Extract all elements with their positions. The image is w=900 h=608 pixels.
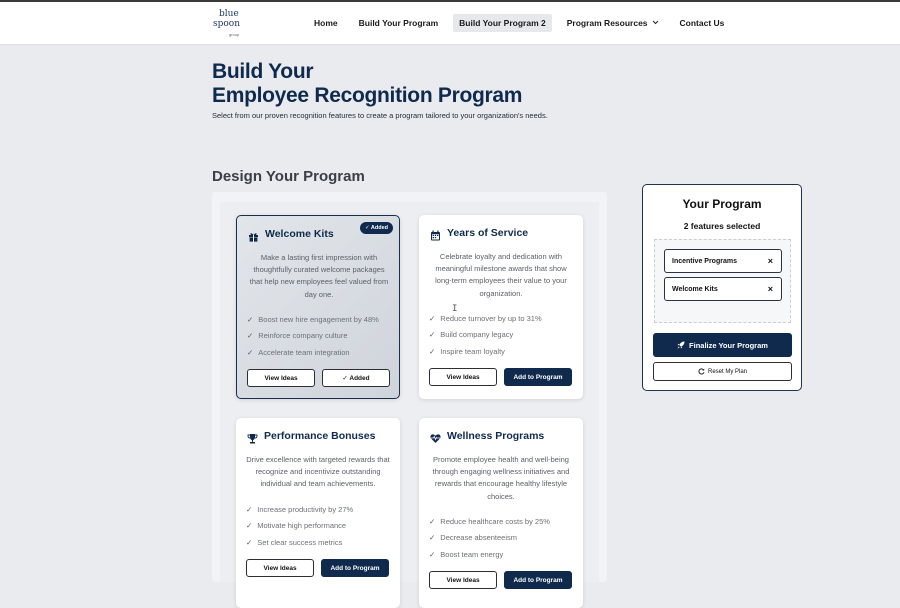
added-button[interactable]: ✓ Added (322, 369, 390, 387)
chevron-down-icon (652, 20, 659, 27)
benefit-list (246, 502, 353, 551)
selected-feature-label: Incentive Programs (672, 258, 737, 265)
check-icon: ✓ (429, 517, 436, 526)
trophy-icon (247, 431, 258, 442)
add-to-program-button[interactable]: Add to Program (321, 559, 389, 577)
check-icon: ✓ (247, 331, 254, 341)
feature-card-welcome-kits[interactable] (236, 215, 400, 399)
features-grid (220, 202, 599, 582)
benefit-item: ✓ Increase productivity by 27% (246, 505, 354, 514)
view-ideas-button[interactable]: View Ideas (429, 368, 497, 386)
feature-card-performance-bonuses[interactable] (236, 418, 400, 608)
refresh-icon (698, 368, 705, 375)
benefit-item: ✓ Reduce turnover by up to 31% (429, 314, 542, 323)
nav-program-resources[interactable] (561, 14, 665, 32)
page-title-line-1: Build Your (212, 60, 314, 83)
card-title: Wellness Programs (447, 430, 545, 442)
logo-sub: group (229, 32, 240, 37)
view-ideas-button[interactable]: View Ideas (429, 571, 497, 589)
remove-icon[interactable]: × (767, 284, 773, 294)
check-icon: ✓ (246, 521, 253, 531)
check-icon: ✓ (246, 505, 253, 514)
benefit-item: ✓ Reinforce company culture (247, 331, 348, 341)
benefit-list (247, 312, 379, 361)
benefit-list (429, 311, 542, 360)
card-title: Years of Service (447, 227, 529, 239)
heart-pulse-icon (430, 431, 441, 442)
benefit-item: ✓ Set clear success metrics (246, 537, 343, 547)
card-description: Celebrate loyalty and dedication with meaningful milestone awards that show long-term employees their value to your organization. (435, 252, 567, 298)
nav-program-resources-label: Program Resources (566, 18, 648, 28)
finalize-program-button[interactable] (653, 333, 792, 357)
benefit-item: ✓ Build company legacy (429, 330, 514, 340)
check-icon: ✓ (247, 347, 254, 357)
logo-line-1: blue (219, 9, 239, 19)
check-icon: ✓ (246, 537, 253, 547)
check-icon: ✓ (429, 330, 436, 340)
card-title: Performance Bonuses (264, 430, 376, 442)
add-to-program-button[interactable]: Add to Program (504, 368, 572, 386)
site-header (0, 0, 900, 45)
gift-icon (248, 229, 259, 240)
rocket-icon (677, 341, 685, 349)
nav-contact-us[interactable]: Contact Us (679, 18, 725, 28)
check-icon: ✓ (429, 533, 436, 543)
benefit-item: ✓ Boost new hire engagement by 48% (247, 315, 379, 324)
feature-card-wellness-programs[interactable] (419, 418, 583, 608)
features-panel (212, 192, 607, 582)
benefit-list (429, 514, 550, 563)
benefit-item: ✓ Decrease absenteeism (429, 533, 518, 543)
benefit-item: ✓ Boost team energy (429, 549, 504, 559)
calendar-icon (430, 228, 441, 239)
selected-count: 2 features selected (683, 221, 761, 231)
check-icon: ✓ (429, 314, 436, 323)
logo-line-2: spoon (213, 19, 241, 29)
selected-feature-item (664, 277, 782, 301)
blue-spoon-logo[interactable] (213, 8, 243, 40)
card-description: Drive excellence with targeted rewards that recognize and incentivize outstanding individual and team achievements. (246, 455, 390, 489)
check-icon: ✓ (429, 346, 436, 356)
remove-icon[interactable]: × (767, 256, 773, 266)
view-ideas-button[interactable]: View Ideas (247, 369, 315, 387)
section-title: Design Your Program (212, 168, 365, 185)
page-title-line-2: Employee Recognition Program (212, 84, 523, 107)
card-description: Make a lasting first impression with thoughtfully curated welcome packages that help new employees feel valued from day one. (249, 253, 389, 299)
selected-features-list (654, 239, 791, 323)
benefit-item: ✓ Inspire team loyalty (429, 346, 505, 356)
page-title (212, 60, 522, 108)
view-ideas-button[interactable]: View Ideas (246, 559, 314, 577)
reset-plan-button[interactable] (653, 362, 792, 381)
added-badge: ✓ Added (360, 222, 393, 234)
benefit-item: ✓ Motivate high performance (246, 521, 347, 531)
check-icon: ✓ (247, 315, 254, 324)
summary-title: Your Program (682, 197, 762, 211)
program-summary (642, 184, 802, 391)
nav-build-your-program-2[interactable]: Build Your Program 2 (453, 14, 552, 32)
add-to-program-button[interactable]: Add to Program (504, 571, 572, 589)
reset-label: Reset My Plan (707, 368, 747, 375)
text-cursor-icon: I (452, 304, 458, 314)
feature-card-years-of-service[interactable] (419, 215, 583, 399)
card-title: Welcome Kits (265, 228, 334, 240)
page-subtitle: Select from our proven recognition features to create a program tailored to your organization's needs. (212, 111, 548, 120)
nav-build-your-program[interactable]: Build Your Program (358, 18, 439, 28)
selected-feature-item (664, 249, 782, 273)
nav-home[interactable]: Home (314, 18, 338, 28)
finalize-label: Finalize Your Program (689, 340, 768, 350)
main-nav (308, 14, 739, 32)
selected-feature-label: Welcome Kits (672, 286, 718, 293)
benefit-item: ✓ Accelerate team integration (247, 347, 350, 357)
benefit-item: ✓ Reduce healthcare costs by 25% (429, 517, 550, 526)
card-description: Promote employee health and well-being through engaging wellness initiatives and rewards that encourage healthy lifestyle choices. (432, 455, 570, 501)
check-icon: ✓ (429, 549, 436, 559)
